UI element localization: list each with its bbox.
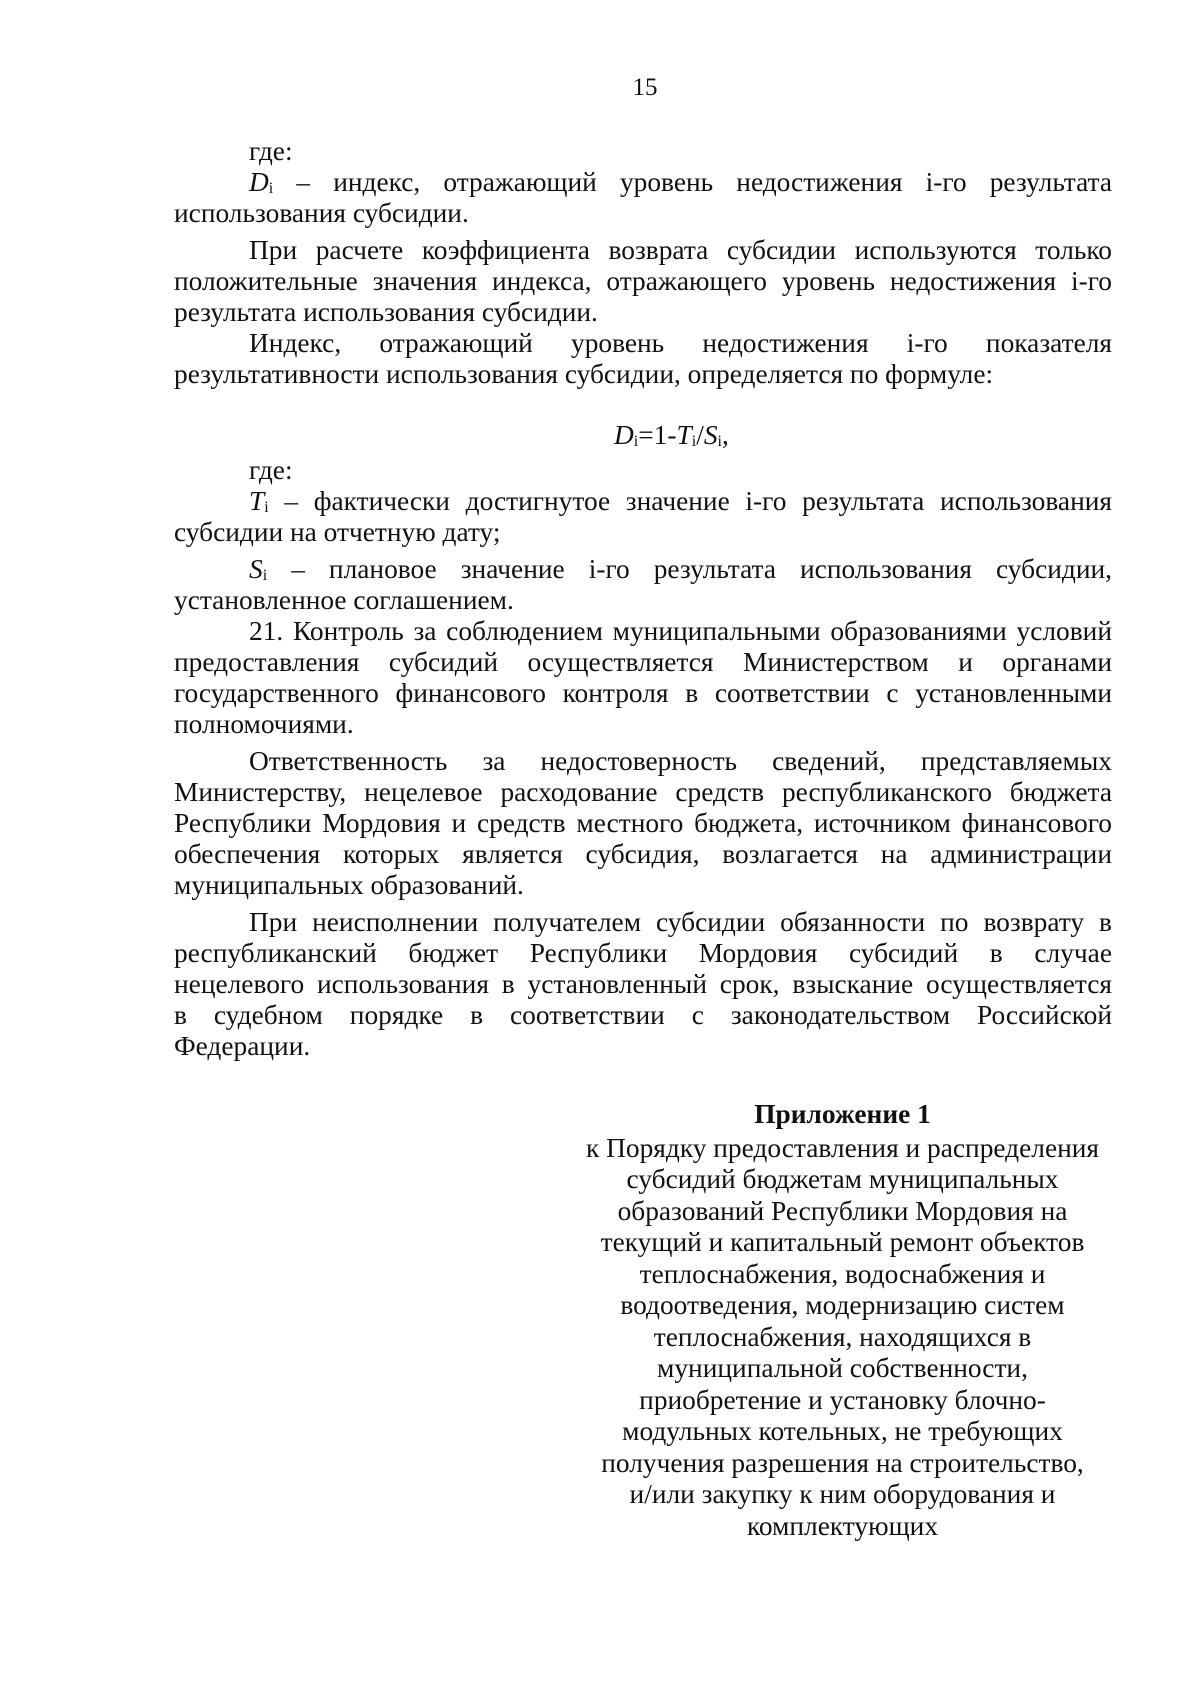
- paragraph-calc-line-2: положительные значения индекса, отражающего уровень недостижения i-го: [174, 266, 1112, 296]
- formula-slash: /: [696, 420, 704, 450]
- paragraph-21-line-4: полномочиями.: [174, 709, 354, 739]
- definition-d-text: – индекс, отражающий уровень недостижения i-го результата: [296, 167, 1112, 197]
- paragraph-responsibility-line-3: Республики Мордовия и средств местного бюджета, источником финансового: [174, 808, 1112, 838]
- symbol-t: T: [249, 486, 265, 516]
- formula-s-index: i: [717, 433, 722, 450]
- formula-d: D: [614, 420, 634, 450]
- paragraph-responsibility-line-2: Министерству, нецелевое расходование средств республиканского бюджета: [174, 777, 1112, 807]
- appendix-line: теплоснабжения, находящихся в: [653, 1321, 1032, 1352]
- symbol-s-index: i: [262, 567, 268, 584]
- paragraph-where-2: где:: [249, 455, 293, 485]
- symbol-d-index: i: [268, 180, 274, 197]
- definition-t-line-1: [174, 486, 1112, 517]
- paragraph-where-1: где:: [249, 136, 293, 166]
- appendix-line: текущий и капитальный ремонт объектов: [600, 1227, 1085, 1257]
- paragraph-calc-line-3: результата использования субсидии.: [174, 297, 598, 327]
- appendix-line: получения разрешения на строительство,: [601, 1447, 1084, 1478]
- appendix-line: водоотведения, модернизацию систем: [620, 1290, 1065, 1320]
- appendix-line: комплектующих: [746, 1510, 939, 1541]
- paragraph-responsibility-line-4: обеспечения которых является субсидия, возлагается на администрации: [174, 839, 1112, 869]
- definition-s-line-1: [174, 554, 1112, 585]
- paragraph-responsibility-line-1: Ответственность за недостоверность сведений, представляемых: [249, 746, 1112, 776]
- body-text: [174, 136, 1112, 1062]
- paragraph-responsibility-line-5: муниципальных образований.: [174, 870, 524, 900]
- paragraph-index-line-1: Индекс, отражающий уровень недостижения i-го показателя: [249, 328, 1112, 358]
- formula-tail: ,: [721, 420, 729, 450]
- page-number: 15: [632, 74, 658, 101]
- paragraph-calc-line-1: При расчете коэффициента возврата субсидии используются только: [249, 235, 1112, 265]
- definition-t-line-2: субсидии на отчетную дату;: [174, 517, 501, 547]
- appendix-line: муниципальной собственности,: [657, 1353, 1028, 1383]
- paragraph-nonfulfillment-line-1: При неисполнении получателем субсидии обязанности по возврату в: [249, 907, 1112, 937]
- appendix-line: и/или закупку к ним оборудования и: [629, 1479, 1056, 1509]
- symbol-d: D: [249, 167, 269, 197]
- appendix-line: образований Республики Мордовия на: [617, 1195, 1068, 1226]
- formula-s: S: [703, 420, 718, 450]
- appendix-block: [570, 1099, 1115, 1542]
- paragraph-nonfulfillment-line-3: нецелевого использования в установленный срок, взыскание осуществляется: [174, 969, 1112, 999]
- definition-s-text: – плановое значение i-го результата использования субсидии,: [291, 554, 1112, 584]
- symbol-s: S: [249, 554, 263, 584]
- appendix-title: Приложение 1: [754, 1099, 931, 1129]
- symbol-t-index: i: [264, 499, 269, 516]
- appendix-line: субсидий бюджетам муниципальных: [626, 1164, 1059, 1194]
- appendix-line: теплоснабжения, водоснабжения и: [639, 1258, 1046, 1289]
- paragraph-nonfulfillment-line-4: в судебном порядке в соответствии с законодательством Российской: [174, 1000, 1112, 1030]
- paragraph-nonfulfillment-line-2: республиканский бюджет Республики Мордовия субсидий в случае: [174, 938, 1112, 968]
- paragraph-21-line-2: предоставления субсидий осуществляется Министерством и органами: [174, 647, 1112, 677]
- paragraph-21-line-3: государственного финансового контроля в соответствии с установленными: [174, 678, 1112, 708]
- definition-d-line-2: использования субсидии.: [174, 198, 469, 228]
- formula-d-index: i: [633, 433, 639, 450]
- paragraph-index-line-2: результативности использования субсидии, определяется по формуле:: [174, 359, 994, 389]
- appendix-line: приобретение и установку блочно-: [639, 1384, 1046, 1415]
- appendix-line: к Порядку предоставления и распределения: [585, 1132, 1100, 1163]
- definition-t-text: – фактически достигнутое значение i-го результата использования: [284, 486, 1112, 516]
- paragraph-21-line-1: 21. Контроль за соблюдением муниципальными образованиями условий: [249, 616, 1112, 646]
- formula-eq: =1-: [638, 420, 677, 450]
- formula-t: T: [676, 420, 692, 450]
- paragraph-nonfulfillment-line-5: Федерации.: [174, 1031, 311, 1061]
- formula-t-index: i: [691, 433, 697, 450]
- definition-s-line-2: установленное соглашением.: [174, 585, 514, 615]
- appendix-line: модульных котельных, не требующих: [622, 1416, 1063, 1446]
- formula: [174, 420, 1112, 451]
- definition-d-line-1: [174, 167, 1112, 198]
